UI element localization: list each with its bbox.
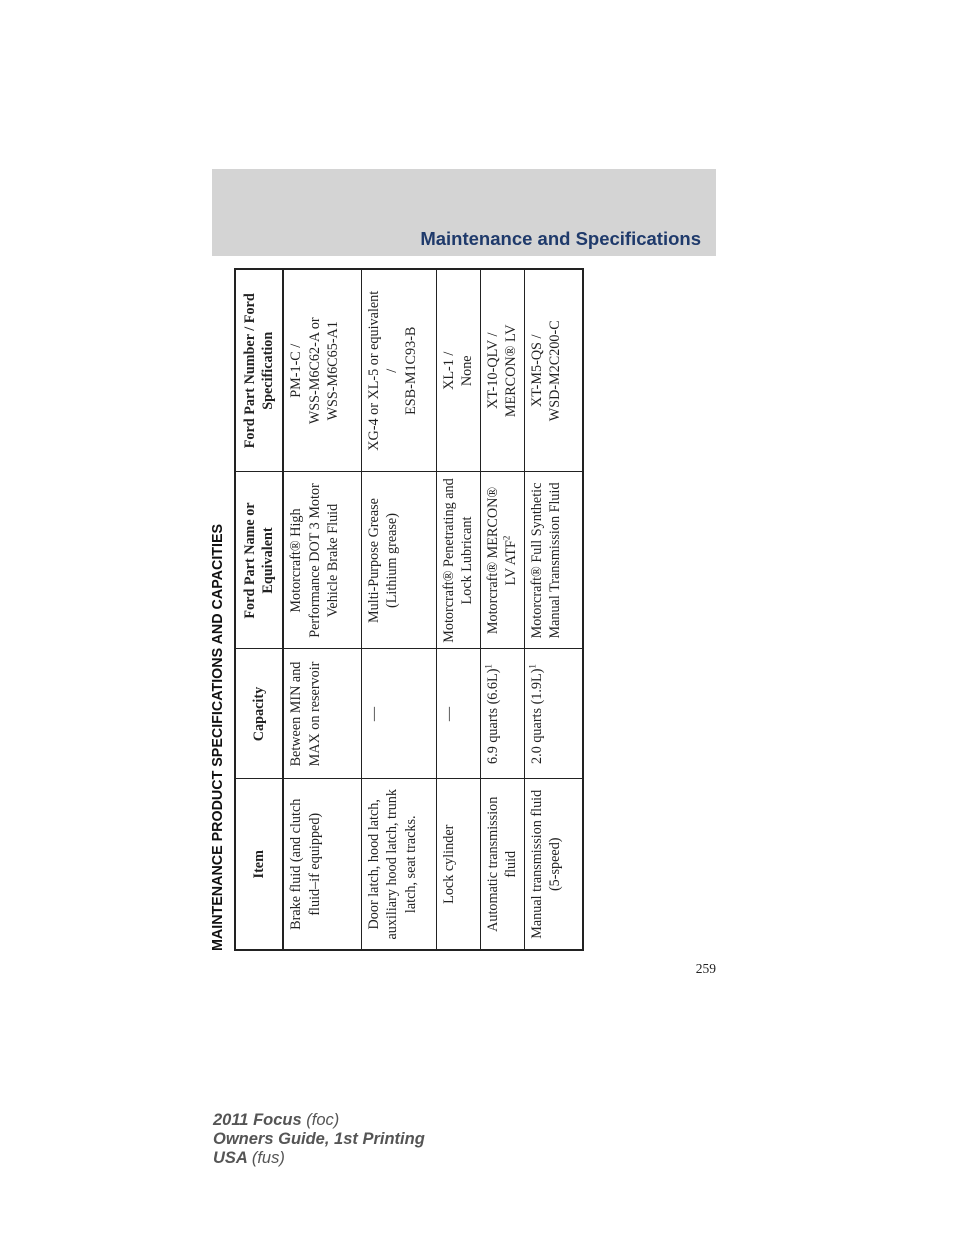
table-row bbox=[524, 269, 583, 950]
cell-part-number: XT-10-QLV / MERCON® LV bbox=[480, 269, 524, 472]
cell-capacity: 2.0 quarts $(1.9L)^1$ bbox=[524, 649, 583, 779]
cell-part-number: PM-1-C / WSS-M6C62-A or WSS-M6C65-A1 bbox=[283, 269, 361, 472]
footer-line-1: 2011 Focus (foc) bbox=[213, 1111, 340, 1129]
table-row bbox=[283, 269, 361, 950]
cell-part-number: XG-4 or XL-5 or equivalent / ESB-M1C93-B bbox=[361, 269, 436, 472]
cell-capacity: — bbox=[436, 649, 480, 779]
cell-capacity: — bbox=[361, 649, 436, 779]
table-row bbox=[436, 269, 480, 950]
cell-capacity: Between MIN and MAX on reservoir bbox=[283, 649, 361, 779]
column-header-part-number: Ford Part Number / Ford Specification bbox=[235, 269, 283, 472]
cell-part-name: Motorcraft® Full Synthetic Manual Transmission Fluid bbox=[524, 472, 583, 649]
column-header-part-name: Ford Part Name or Equivalent bbox=[235, 472, 283, 649]
cell-part-name: Motorcraft® MERCON® LV ATF$^2$ bbox=[480, 472, 524, 649]
specifications-table bbox=[234, 268, 584, 951]
table-row bbox=[480, 269, 524, 950]
cell-item: Lock cylinder bbox=[436, 779, 480, 950]
section-header bbox=[212, 169, 716, 256]
column-header-item: Item bbox=[235, 779, 283, 950]
cell-part-name: Multi-Purpose Grease (Lithium grease) bbox=[361, 472, 436, 649]
footer bbox=[213, 1111, 425, 1168]
footer-line-2: Owners Guide, 1st Printing bbox=[213, 1130, 425, 1148]
table-title: MAINTENANCE PRODUCT SPECIFICATIONS AND CAPACITIES bbox=[210, 523, 226, 951]
cell-part-name: Motorcraft® High Performance DOT 3 Motor Vehicle Brake Fluid bbox=[283, 472, 361, 649]
column-header-capacity: Capacity bbox=[235, 649, 283, 779]
cell-item: Door latch, hood latch, auxiliary hood latch, trunk latch, seat tracks. bbox=[361, 779, 436, 950]
cell-item: Manual transmission fluid (5-speed) bbox=[524, 779, 583, 950]
cell-part-number: XL-1 / None bbox=[436, 269, 480, 472]
footer-line-3: USA (fus) bbox=[213, 1149, 285, 1167]
table-header-row bbox=[235, 269, 283, 950]
rotated-table-container bbox=[207, 270, 563, 951]
page-number: 259 bbox=[695, 961, 716, 976]
cell-item: Automatic transmission fluid bbox=[480, 779, 524, 950]
cell-capacity: 6.9 quarts $(6.6L)^1$ bbox=[480, 649, 524, 779]
cell-part-name: Motorcraft® Penetrating and Lock Lubricant bbox=[436, 472, 480, 649]
table-row bbox=[361, 269, 436, 950]
section-title: Maintenance and Specifications bbox=[420, 228, 701, 249]
cell-item: Brake fluid (and clutch fluid–if equipped) bbox=[283, 779, 361, 950]
cell-part-number: XT-M5-QS / WSD-M2C200-C bbox=[524, 269, 583, 472]
